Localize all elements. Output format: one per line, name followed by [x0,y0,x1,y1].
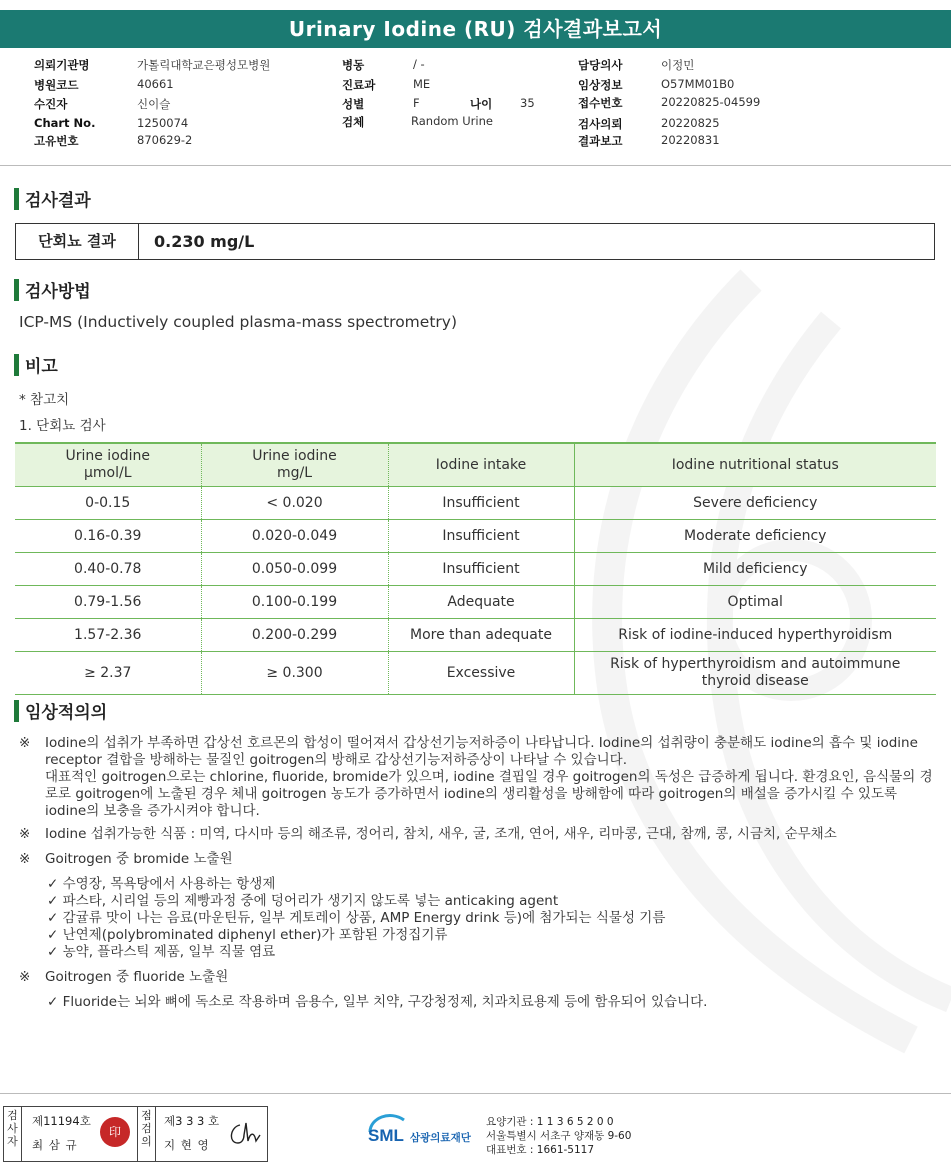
clinical-text-2: Iodine 섭취가능한 식품 : 미역, 다시마 등의 해조류, 정어리, 참치, 새우, 굴, 조개, 연어, 새우, 리마콩, 근대, 참깨, 콩, 시금치, 순무채소 [45,826,837,842]
patient-info [0,52,951,164]
table-header-cell: Iodine nutritional status [574,443,936,487]
doctor-value: 이정민 [661,58,695,72]
sml-logo-text: SML [368,1126,404,1145]
divider [0,165,951,166]
clinical-paragraph [19,969,934,986]
request-value: 20220825 [661,116,720,130]
report-value: 20220831 [661,133,720,147]
reviewer-name: 지 현 영 [164,1138,210,1152]
section-result-title: 검사결과 [25,191,91,211]
table-header-cell: Urine iodine mg/L [201,443,388,487]
ward-label: 병동 [342,58,365,72]
clinical-paragraph [19,851,934,868]
checkmark-icon: ✓ [47,944,63,960]
doctor-label: 담당의사 [578,58,623,72]
request-label: 검사의뢰 [578,117,623,131]
req-org-value: 가톨릭대학교은평성모병원 [137,58,271,72]
reference-table [15,442,936,695]
age-label: 나이 [470,97,493,111]
section-bar [14,188,19,210]
section-clinical-title: 임상적의의 [25,703,108,723]
result-box [15,223,935,260]
clinical-paragraph [19,826,934,843]
chart-value: 1250074 [137,116,189,130]
section-method-title: 검사방법 [25,282,91,302]
table-cell: Moderate deficiency [574,520,936,553]
checkmark-icon: ✓ [47,910,63,926]
table-cell: Adequate [388,586,574,619]
table-row [15,652,936,695]
result-value: 0.230 mg/L [154,232,255,251]
institution-street: 서울특별시 서초구 양재동 9-60 [486,1130,632,1142]
table-cell: Insufficient [388,520,574,553]
list-item: ✓ 농약, 플라스틱 제품, 일부 직물 염료 [47,944,276,960]
note-mark-icon: ※ [19,735,31,751]
table-cell: Severe deficiency [574,487,936,520]
table-cell: 0-0.15 [15,487,201,520]
institution-phone: 대표번호 : 1661-5117 [486,1144,595,1156]
table-cell: 0.79-1.56 [15,586,201,619]
section-bar [14,279,19,301]
clinical-text-4: Goitrogen 중 fluoride 노출원 [45,969,229,985]
note-mark-icon: ※ [19,851,31,867]
age-value: 35 [520,96,535,110]
unique-value: 870629-2 [137,133,193,147]
req-org-label: 의뢰기관명 [34,58,90,72]
footer-divider [0,1093,951,1094]
section-bar [14,354,19,376]
institution-code: 요양기관 : 1 1 3 6 5 2 0 0 [486,1116,614,1128]
table-cell: 0.100-0.199 [201,586,388,619]
remarks-note-spot: 1. 단회뇨 검사 [19,418,106,434]
table-cell: 0.16-0.39 [15,520,201,553]
list-item: ✓ 수영장, 목욕탕에서 사용하는 항생제 [47,876,276,892]
receipt-value: 20220825-04599 [661,95,761,109]
report-label: 결과보고 [578,134,623,148]
checkmark-icon: ✓ [47,927,63,943]
table-cell: < 0.020 [201,487,388,520]
inspector-name: 최 삼 규 [32,1138,78,1152]
hosp-code-label: 병원코드 [34,78,79,92]
section-result-heading [14,189,91,213]
receipt-label: 접수번호 [578,96,623,110]
signature-box [3,1106,268,1162]
specimen-value: Random Urine [411,114,493,128]
table-cell: 0.40-0.78 [15,553,201,586]
sex-value: F [413,96,420,110]
table-cell: Insufficient [388,487,574,520]
list-item: ✓ Fluoride는 뇌와 뼈에 독소로 작용하며 음용수, 일부 치약, 구강청정제, 치과치료용제 등에 함유되어 있습니다. [47,994,708,1010]
list-item: ✓ 파스타, 시리얼 등의 제빵과정 중에 덩어리가 생기지 않도록 넣는 anticaking agent [47,893,559,909]
sex-label: 성별 [342,97,365,111]
sml-logo-subtext: 삼광의료재단 [410,1132,471,1144]
specimen-label: 검체 [342,115,365,129]
table-cell: Insufficient [388,553,574,586]
table-row [15,553,936,586]
clinical-text-1: Iodine의 섭취가 부족하면 갑상선 호르몬의 합성이 떨어져서 갑상선기능저하증이 나타납니다. Iodine의 섭취량이 충분해도 iodine의 흡수 및 iodine receptor 결합을 방해하는 물질인 goitrogen의 방해로 갑상선기능저하증상이 나타날 수 있습니다. [45,735,918,768]
table-cell: Excessive [388,652,574,695]
table-cell: 0.020-0.049 [201,520,388,553]
table-header-cell: Iodine intake [388,443,574,487]
table-cell: 1.57-2.36 [15,619,201,652]
checkmark-icon: ✓ [47,876,63,892]
list-item: ✓ 난연제(polybrominated diphenyl ether)가 포함된 가정집기류 [47,927,448,943]
table-header-cell: Urine iodine μmol/L [15,443,201,487]
checkmark-icon: ✓ [47,893,63,909]
clinical-paragraph [19,735,934,820]
reviewer-label: 점검의 [138,1107,156,1161]
result-label: 단회뇨 결과 [16,224,139,259]
section-method-heading [14,280,91,304]
list-item: ✓ 감귤류 맛이 나는 음료(마운틴듀, 일부 게토레이 상품, AMP Energy drink 등)에 첨가되는 식물성 기름 [47,910,666,926]
inspector-no: 제11194호 [32,1114,91,1128]
dept-value: ME [413,77,431,91]
table-cell: ≥ 0.300 [201,652,388,695]
table-cell: 0.050-0.099 [201,553,388,586]
institution-address [486,1115,631,1157]
table-cell: Risk of iodine-induced hyperthyroidism [574,619,936,652]
table-header-row [15,443,936,487]
table-cell: More than adequate [388,619,574,652]
inspector-label: 검사자 [4,1107,22,1161]
section-remarks-title: 비고 [25,357,58,377]
signature-icon [226,1119,262,1149]
method-text: ICP-MS (Inductively coupled plasma-mass spectrometry) [19,313,457,331]
table-row [15,619,936,652]
table-row [15,586,936,619]
inspector-cell [22,1107,138,1161]
report-title: Urinary Iodine (RU) 검사결과보고서 [0,10,951,48]
patient-label: 수진자 [34,97,68,111]
clinical-significance [19,735,934,1011]
checkmark-icon: ✓ [47,994,63,1010]
table-cell: Optimal [574,586,936,619]
table-row [15,520,936,553]
table-cell: 0.200-0.299 [201,619,388,652]
table-row [15,487,936,520]
section-clinical-heading [14,701,107,725]
section-bar [14,700,19,722]
note-mark-icon: ※ [19,969,31,985]
unique-label: 고유번호 [34,134,79,148]
table-cell: Mild deficiency [574,553,936,586]
hosp-code-value: 40661 [137,77,174,91]
chart-label: Chart No. [34,116,96,130]
patient-value: 신이슬 [137,97,171,111]
clinical-text-3: Goitrogen 중 bromide 노출원 [45,851,233,867]
clinical-text-1b: 대표적인 goitrogen으로는 chlorine, fluoride, bromide가 있으며, iodine 결핍일 경우 goitrogen의 독성은 급증하게 됩니다. 환경요인, 음식물의 경로로 goitrogen에 노출된 경우 체내 goitrogen 농도가 증가하면서 iodine의 생리활성을 방해함에 따라 goitrogen의 배설을 증가시킬 수 있도록 iodine의 보충을 증가시켜야 합니다. [45,769,933,819]
bromide-list [19,876,934,961]
section-remarks-heading [14,355,58,379]
reviewer-no: 제3 3 3 호 [164,1114,220,1128]
table-cell: ≥ 2.37 [15,652,201,695]
note-mark-icon: ※ [19,826,31,842]
fluoride-list [19,994,934,1011]
clinical-info-value: O57MM01B0 [661,77,735,91]
dept-label: 진료과 [342,78,376,92]
ward-value: / - [413,57,425,71]
table-cell: Risk of hyperthyroidism and autoimmune thyroid disease [574,652,936,695]
seal-stamp-icon: 印 [100,1117,130,1147]
clinical-info-label: 임상정보 [578,78,623,92]
remarks-note-ref: * 참고치 [19,392,70,408]
